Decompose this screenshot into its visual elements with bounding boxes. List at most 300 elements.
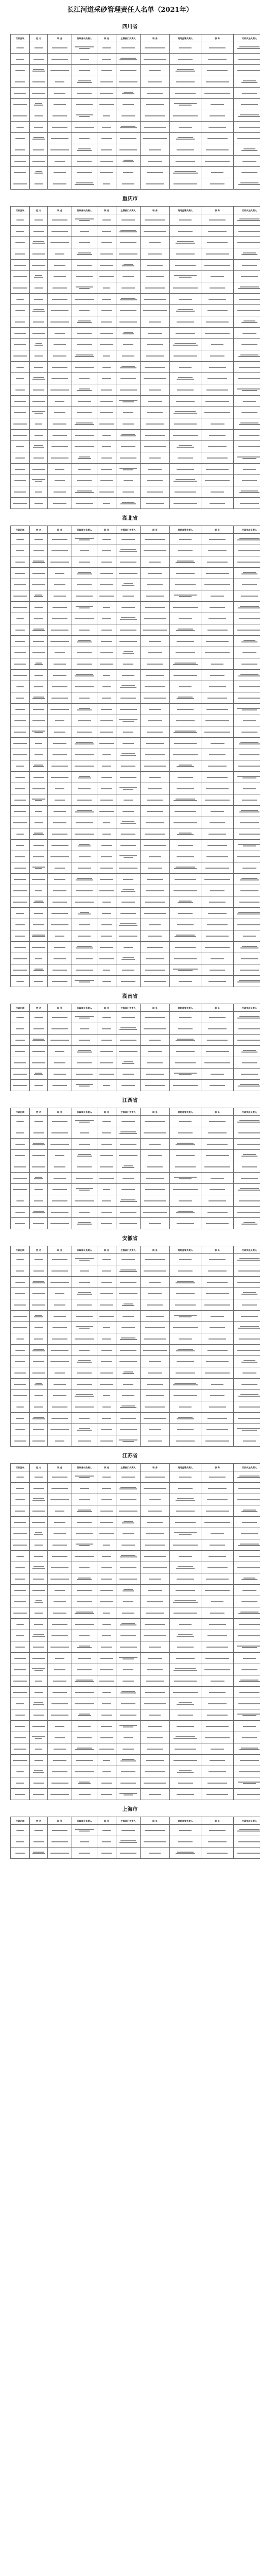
table-cell [141, 1322, 170, 1333]
table-cell [72, 1471, 97, 1483]
illegible-text [16, 1783, 25, 1784]
table-row [11, 350, 260, 362]
table-cell [30, 452, 48, 464]
illegible-text [14, 1658, 25, 1659]
illegible-text [15, 641, 25, 642]
table-cell [48, 1218, 72, 1229]
table-cell [72, 430, 97, 441]
illegible-text [240, 182, 259, 183]
illegible-text [51, 1132, 68, 1133]
illegible-text [119, 936, 137, 937]
table-cell [11, 1333, 30, 1345]
illegible-text [146, 183, 164, 184]
column-header: 职 务 [201, 1108, 234, 1116]
illegible-text [54, 344, 65, 345]
illegible-text [243, 788, 255, 789]
illegible-text [122, 434, 135, 435]
illegible-text [179, 1338, 192, 1340]
illegible-text [51, 845, 68, 846]
illegible-text [16, 1028, 24, 1029]
table-cell [30, 1218, 48, 1229]
illegible-text [53, 1681, 66, 1682]
illegible-text [55, 652, 65, 653]
illegible-text [174, 1315, 197, 1316]
illegible-text [15, 936, 25, 937]
illegible-text [79, 388, 91, 389]
illegible-text [101, 242, 112, 243]
table-cell [48, 579, 72, 590]
illegible-text [120, 367, 136, 368]
illegible-text [122, 502, 134, 503]
illegible-text [16, 299, 24, 300]
illegible-text [147, 1522, 163, 1523]
table-row [11, 862, 260, 874]
table-cell [97, 305, 116, 316]
table-cell [97, 452, 116, 464]
illegible-text [120, 698, 136, 699]
illegible-text [99, 423, 114, 425]
table-cell [170, 328, 201, 339]
illegible-text [77, 161, 91, 162]
illegible-text [78, 458, 91, 459]
illegible-text [76, 596, 93, 597]
illegible-text [75, 766, 95, 767]
illegible-text [206, 81, 229, 82]
table-cell [72, 590, 97, 602]
table-row [11, 1825, 260, 1836]
table-cell [48, 1836, 72, 1848]
table-cell [97, 1619, 116, 1630]
table-row [11, 896, 260, 908]
table-cell [11, 350, 30, 362]
table-cell [234, 305, 260, 316]
table-row [11, 1173, 260, 1184]
illegible-text [79, 630, 90, 631]
table-cell [72, 362, 97, 373]
table-cell [72, 1046, 97, 1057]
table-cell [234, 362, 260, 373]
column-header: 职 务 [48, 207, 72, 214]
table-cell [72, 1539, 97, 1551]
illegible-text [14, 172, 26, 173]
table-cell [11, 1698, 30, 1709]
table-cell [201, 99, 234, 110]
column-header: 行政执法负责人 [234, 35, 260, 42]
table-cell [72, 556, 97, 568]
table-cell [72, 636, 97, 647]
illegible-text [242, 1715, 256, 1716]
table-cell [201, 1619, 234, 1630]
illegible-text [51, 1703, 67, 1704]
table-cell [201, 260, 234, 271]
illegible-text [99, 811, 113, 812]
table-cell [97, 122, 116, 133]
table-cell [170, 1825, 201, 1836]
illegible-text [209, 1017, 226, 1018]
illegible-text [100, 1440, 112, 1442]
table-cell [97, 976, 116, 987]
table-cell [48, 1080, 72, 1091]
illegible-text [122, 685, 135, 686]
illegible-text [176, 1282, 195, 1283]
table-cell [11, 1139, 30, 1150]
illegible-text [102, 550, 111, 551]
table-row [11, 760, 260, 772]
illegible-text [102, 59, 111, 60]
column-header: 职 务 [141, 1464, 170, 1471]
table-cell [234, 452, 260, 464]
table-row [11, 305, 260, 316]
table-cell [116, 1288, 141, 1299]
illegible-text [100, 81, 112, 82]
table-cell [48, 214, 72, 226]
illegible-text [13, 607, 27, 608]
table-cell [97, 384, 116, 396]
illegible-text [15, 310, 24, 311]
table-cell [11, 1721, 30, 1732]
table-cell [97, 1322, 116, 1333]
illegible-text [55, 1051, 64, 1052]
illegible-text [207, 378, 227, 379]
table-cell [48, 486, 72, 498]
table-row [11, 1630, 260, 1641]
table-cell [141, 1218, 170, 1229]
table-cell [72, 214, 97, 226]
table-cell [11, 1277, 30, 1288]
table-cell [11, 1825, 30, 1836]
table-cell [72, 305, 97, 316]
illegible-text [35, 481, 42, 482]
table-cell [11, 42, 30, 54]
illegible-text [13, 902, 28, 903]
table-cell [48, 1035, 72, 1046]
table-cell [11, 1483, 30, 1494]
sections-container [10, 21, 257, 1859]
illegible-text [120, 230, 135, 231]
illegible-text [100, 868, 113, 869]
table-cell [141, 1789, 170, 1800]
table-cell [201, 1743, 234, 1755]
table-cell [234, 1848, 260, 1859]
illegible-text [243, 936, 256, 937]
section-heading: 湖北省 [122, 516, 138, 521]
column-header: 现场监管负责人 [170, 1004, 201, 1012]
table-cell [116, 1035, 141, 1046]
illegible-text [100, 412, 113, 413]
table-cell [30, 1173, 48, 1184]
table-cell [116, 260, 141, 271]
table-row [11, 76, 260, 88]
table-cell [97, 1035, 116, 1046]
illegible-text [205, 947, 230, 948]
illegible-text [179, 765, 193, 766]
table-cell [11, 464, 30, 475]
table-cell [170, 783, 201, 794]
table-cell [30, 1035, 48, 1046]
illegible-text [175, 265, 196, 266]
table-cell [30, 1207, 48, 1218]
table-cell [48, 1161, 72, 1173]
table-cell [72, 339, 97, 350]
illegible-text [123, 664, 134, 665]
illegible-text [207, 457, 228, 459]
table-cell [234, 1277, 260, 1288]
table-cell [170, 1471, 201, 1483]
table-cell [234, 556, 260, 568]
table-cell [48, 1755, 72, 1766]
table-cell [116, 1732, 141, 1743]
table-cell [141, 1139, 170, 1150]
illegible-text [123, 1384, 134, 1385]
illegible-text [35, 868, 42, 869]
illegible-text [178, 1211, 193, 1212]
illegible-text [179, 277, 192, 278]
table-cell [141, 1401, 170, 1413]
table-cell [116, 613, 141, 624]
table-cell [72, 1356, 97, 1367]
table-cell [116, 1299, 141, 1311]
illegible-text [145, 1692, 165, 1693]
illegible-text [54, 172, 65, 173]
table-cell [72, 1494, 97, 1505]
illegible-text [210, 890, 224, 891]
illegible-text [120, 127, 137, 128]
table-cell [141, 647, 170, 658]
table-cell [234, 1494, 260, 1505]
table-cell [11, 681, 30, 692]
illegible-text [32, 1155, 45, 1156]
illegible-text [15, 1853, 25, 1854]
illegible-text [33, 1488, 43, 1489]
table-cell [72, 156, 97, 167]
table-cell [234, 828, 260, 840]
illegible-text [33, 1715, 44, 1716]
illegible-text [120, 923, 136, 924]
illegible-text [243, 1440, 256, 1442]
illegible-text [52, 1406, 67, 1408]
illegible-text [36, 343, 42, 344]
illegible-text [119, 1842, 137, 1843]
table-cell [116, 1046, 141, 1057]
table-cell [97, 794, 116, 806]
table-cell [141, 1709, 170, 1721]
table-row [11, 1345, 260, 1356]
illegible-text [35, 103, 42, 104]
illegible-text [101, 149, 112, 150]
illegible-text [238, 446, 260, 447]
table-cell [48, 1607, 72, 1619]
illegible-text [144, 446, 166, 447]
table-cell [116, 862, 141, 874]
table-cell [11, 373, 30, 384]
illegible-text [239, 1771, 260, 1772]
column-header: 行政执法负责人 [234, 1817, 260, 1825]
illegible-text [145, 1259, 165, 1260]
illegible-text [51, 378, 68, 379]
table-cell [141, 441, 170, 452]
illegible-text [50, 389, 69, 391]
table-cell [141, 602, 170, 613]
illegible-text [207, 70, 228, 71]
table-cell [30, 1471, 48, 1483]
table-header-row [11, 526, 260, 534]
illegible-text [242, 709, 256, 710]
illegible-text [119, 1293, 137, 1294]
illegible-text [173, 607, 198, 608]
table-cell [72, 692, 97, 704]
illegible-text [177, 1039, 194, 1040]
illegible-text [241, 810, 257, 811]
table-cell [30, 783, 48, 794]
column-header: 主管部门负责人 [116, 1817, 141, 1825]
table-cell [30, 1424, 48, 1435]
illegible-text [242, 161, 257, 162]
table-cell [234, 704, 260, 715]
table-cell [30, 851, 48, 862]
illegible-text [79, 844, 90, 845]
table-cell [234, 896, 260, 908]
table-cell [72, 1435, 97, 1447]
illegible-text [119, 1271, 137, 1272]
illegible-text [54, 276, 66, 277]
table-cell [141, 167, 170, 178]
illegible-text [123, 1441, 133, 1442]
table-cell [201, 1322, 234, 1333]
responsibility-table [10, 526, 260, 987]
table-cell [116, 1483, 141, 1494]
illegible-text [53, 287, 67, 289]
table-cell [170, 613, 201, 624]
illegible-text [145, 435, 165, 436]
table-cell [201, 1607, 234, 1619]
table-cell [30, 1254, 48, 1265]
table-cell [201, 1218, 234, 1229]
illegible-text [207, 562, 228, 563]
column-header: 姓 名 [30, 1004, 48, 1012]
illegible-text [13, 104, 27, 105]
table-cell [234, 840, 260, 851]
illegible-text [239, 754, 259, 755]
table-row [11, 475, 260, 486]
table-cell [170, 214, 201, 226]
illegible-text [239, 834, 260, 835]
table-cell [11, 1390, 30, 1401]
illegible-text [77, 1748, 93, 1749]
table-cell [11, 726, 30, 738]
table-cell [234, 76, 260, 88]
illegible-text [178, 845, 193, 846]
table-cell [48, 874, 72, 885]
illegible-text [237, 138, 260, 139]
illegible-text [75, 1476, 94, 1477]
illegible-text [238, 1782, 260, 1783]
table-cell [201, 964, 234, 976]
illegible-text [211, 1316, 224, 1317]
table-row [11, 1505, 260, 1517]
table-cell [170, 498, 201, 509]
table-cell [201, 1687, 234, 1698]
illegible-text [15, 1212, 24, 1213]
illegible-text [100, 1384, 114, 1385]
illegible-text [101, 469, 112, 470]
table-cell [170, 908, 201, 919]
table-cell [116, 1664, 141, 1675]
table-cell [141, 1069, 170, 1080]
table-cell [116, 1345, 141, 1356]
illegible-text [208, 550, 227, 551]
table-cell [72, 1743, 97, 1755]
table-cell [48, 658, 72, 670]
table-row [11, 144, 260, 156]
table-cell [97, 1139, 116, 1150]
table-cell [116, 178, 141, 190]
illegible-text [54, 1384, 65, 1385]
illegible-text [102, 1830, 111, 1831]
illegible-text [144, 845, 166, 846]
table-cell [11, 1401, 30, 1413]
illegible-text [16, 1121, 24, 1122]
table-cell [170, 373, 201, 384]
illegible-text [209, 686, 226, 687]
table-cell [116, 486, 141, 498]
table-cell [234, 862, 260, 874]
column-header: 职 务 [97, 526, 116, 534]
illegible-text [100, 344, 114, 345]
table-cell [234, 486, 260, 498]
illegible-text [177, 1636, 195, 1637]
table-cell [201, 1777, 234, 1789]
illegible-text [149, 1282, 161, 1283]
column-header: 行政区域 [11, 1004, 30, 1012]
illegible-text [173, 1384, 198, 1385]
illegible-text [55, 573, 64, 574]
illegible-text [238, 912, 260, 913]
table-cell [72, 1367, 97, 1379]
illegible-text [14, 800, 26, 801]
table-cell [141, 1173, 170, 1184]
illegible-text [178, 1566, 193, 1567]
illegible-text [147, 344, 163, 345]
table-cell [30, 760, 48, 772]
table-cell [201, 738, 234, 749]
illegible-text [144, 550, 166, 551]
table-cell [72, 1035, 97, 1046]
table-cell [234, 738, 260, 749]
illegible-text [101, 1783, 111, 1784]
table-cell [72, 282, 97, 294]
illegible-text [78, 913, 90, 914]
table-cell [11, 1161, 30, 1173]
table-cell [11, 294, 30, 305]
illegible-text [34, 618, 43, 619]
table-cell [72, 1505, 97, 1517]
table-cell [141, 556, 170, 568]
table-cell [48, 42, 72, 54]
illegible-text [240, 879, 259, 880]
table-row [11, 1161, 260, 1173]
illegible-text [32, 1144, 45, 1145]
illegible-text [209, 1406, 226, 1408]
illegible-text [120, 687, 136, 688]
table-cell [72, 1777, 97, 1789]
table-cell [116, 896, 141, 908]
illegible-text [206, 641, 228, 642]
table-cell [170, 54, 201, 65]
table-cell [48, 885, 72, 896]
table-row [11, 248, 260, 260]
illegible-text [177, 1726, 195, 1727]
illegible-text [120, 1647, 137, 1648]
